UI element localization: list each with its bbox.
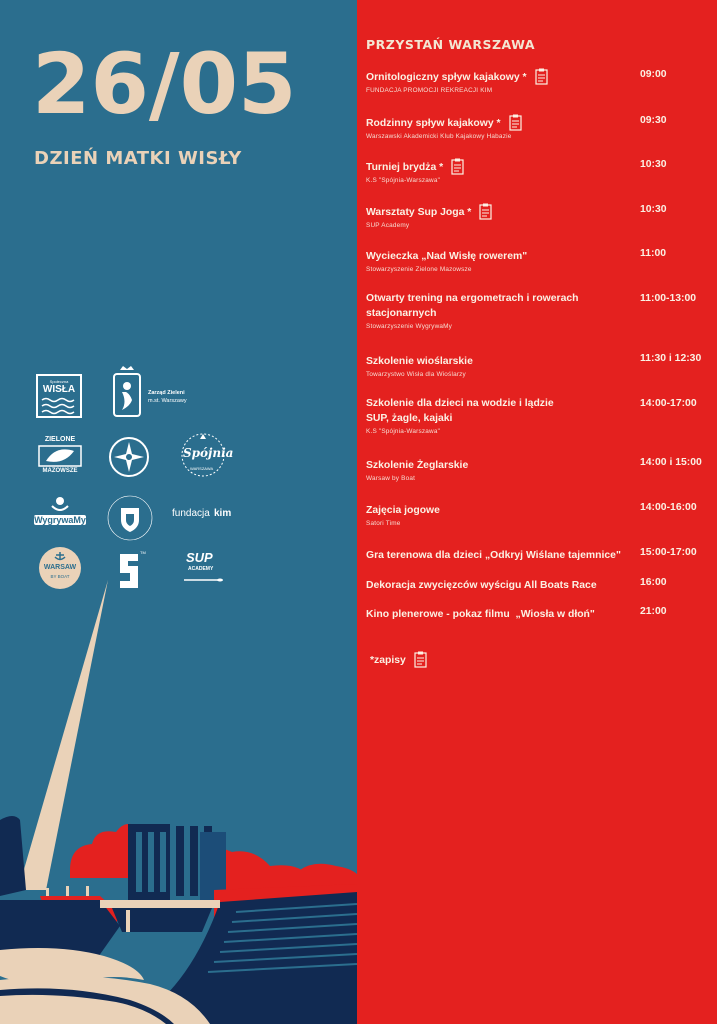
- event-item: Szkolenie Żeglarskie Warsaw by Boat 14:00 i 15:00: [366, 457, 702, 482]
- event-item: Turniej brydża * K.S "Spójnia-Warszawa" 10:30: [366, 159, 667, 184]
- event-item: Szkolenie dla dzieci na wodzie i lądzie SUP, żagle, kajaki K.S "Spójnia-Warszawa" 14:00-17:00: [366, 398, 697, 435]
- right-panel: [357, 0, 717, 1024]
- event-item: Wycieczka „Nad Wisłę rowerem" Stowarzyszenie Zielone Mazowsze 11:00: [366, 248, 667, 273]
- satori-time-logo: TM: [114, 550, 150, 590]
- fundacja-kim-logo: fundacja kim: [172, 508, 232, 519]
- warsaw-by-boat-logo: WARSAW BY BOAT: [38, 546, 82, 590]
- signup-note: *zapisy: [370, 651, 428, 668]
- event-item: Gra terenowa dla dzieci „Odkryj Wiślane tajemnice" 15:00-17:00: [366, 547, 697, 561]
- monument-illustration: [0, 570, 357, 1024]
- zzm-logo: Zarząd Zieleni m.st. Warszawy: [110, 364, 210, 420]
- event-item: Ornitologiczny spływ kajakowy * FUNDACJA PROMOCJI REKREACJI KIM 09:00: [366, 69, 667, 94]
- event-item: Zajęcia jogowe Satori Time 14:00-16:00: [366, 502, 697, 527]
- signup-clipboard-icon: [535, 68, 549, 85]
- trophy-icon: [34, 496, 86, 512]
- waves-icon: [38, 396, 80, 416]
- signup-clipboard-icon: [479, 203, 493, 220]
- event-date: 26/05: [32, 35, 297, 133]
- habazie-logo: [108, 436, 150, 478]
- signup-clipboard-icon: [414, 651, 428, 668]
- signup-clipboard-icon: [509, 114, 523, 131]
- wisla-dla-wioslarzy-logo: [106, 494, 154, 542]
- habazie-emblem-icon: [108, 436, 150, 478]
- sup-academy-logo: SUP ACADEMY: [180, 548, 224, 588]
- event-item: Kino plenerowe - pokaz filmu „Wiosła w dłoń" 21:00: [366, 606, 667, 620]
- event-item: Szkolenie wioślarskie Towarzystwo Wisła dla Wioślarzy 11:30 i 12:30: [366, 353, 702, 378]
- warsaw-crest-icon: [110, 364, 144, 420]
- left-panel: [0, 0, 357, 1024]
- leaf-icon: [38, 445, 82, 467]
- event-item: Rodzinny spływ kajakowy * Warszawski Akademicki Klub Kajakowy Habazie 09:30: [366, 115, 667, 140]
- rowing-shield-icon: [106, 494, 154, 542]
- venue-title: PRZYSTAŃ WARSZAWA: [366, 37, 536, 52]
- signup-clipboard-icon: [451, 158, 465, 175]
- event-item: Otwarty trening na ergometrach i rowerach stacjonarnych Stowarzyszenie WygrywaMy 11:00-13:00: [366, 293, 697, 330]
- event-item: Dekoracja zwycięzców wyścigu All Boats Race 16:00: [366, 577, 667, 591]
- event-item: Warsztaty Sup Joga * SUP Academy 10:30: [366, 204, 667, 229]
- zielone-mazowsze-logo: ZIELONE MAZOWSZE: [38, 436, 82, 476]
- wygrywamy-logo: WygrywaMy: [34, 496, 86, 532]
- wisla-logo: Społeczna WISŁA: [36, 374, 82, 418]
- event-subtitle: DZIEŃ MATKI WISŁY: [34, 148, 242, 169]
- spojnia-logo: Spójnia WARSZAWA: [178, 430, 228, 480]
